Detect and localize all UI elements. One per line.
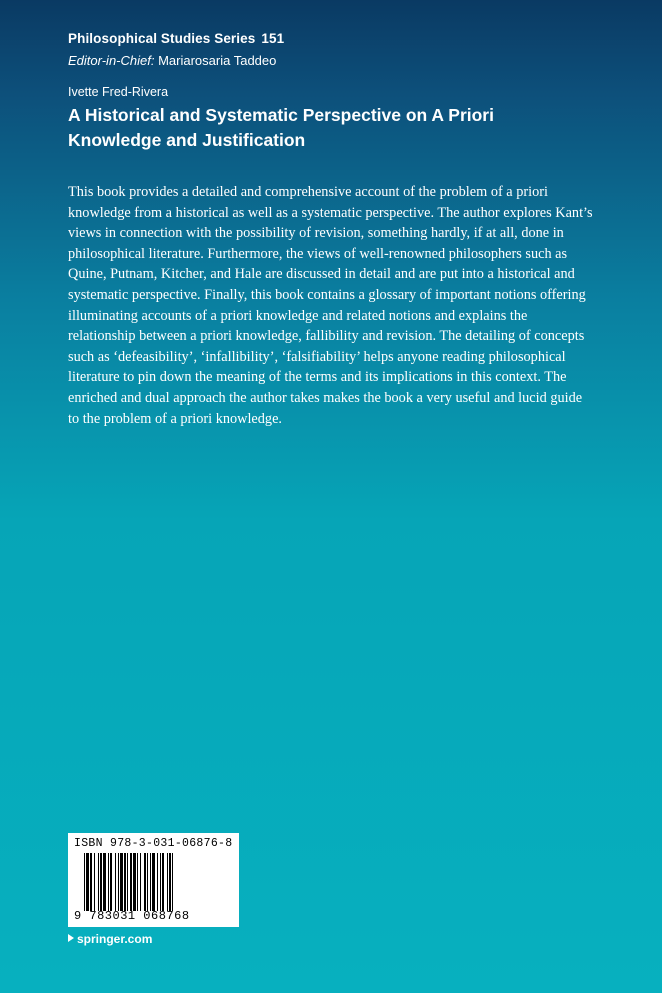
publisher-link[interactable]: [68, 932, 152, 946]
editor-line: [68, 53, 276, 68]
book-description: This book provides a detailed and comprehensive account of the problem of a priori knowledge from a historical as well as a systematic perspective. The author explores Kant’s views in connection with the possibility of revision, something hardly, if at all, done in philosophical literature. Furthermore, the views of well-renowned philosophers such as Quine, Putnam, Kitcher, and Hale are discussed in detail and are put into a historical and systematic perspective. Finally, this book contains a glossary of important notions offering illuminating accounts of a priori knowledge and related notions and explains the relationship between a priori knowledge, fallibility and revision. The detailing of concepts such as ‘defeasibility’, ‘infallibility’, ‘falsifiability’ helps anyone reading philosophical literature to pin down the meaning of the terms and its implications in this context. The enriched and dual approach the author takes makes the book a very useful and lucid guide to the problem of a priori knowledge.: [68, 184, 593, 427]
barcode-bars: [84, 853, 230, 911]
book-title: A Historical and Systematic Perspective on A Priori Knowledge and Justification: [68, 105, 494, 150]
isbn-barcode: [68, 833, 239, 927]
author-name: Ivette Fred-Rivera: [68, 85, 169, 99]
series-line: [68, 31, 284, 46]
barcode-digits: 9 783031 068768: [74, 909, 190, 923]
editor-label: Editor-in-Chief:: [68, 53, 155, 68]
editor-name: Mariarosaria Taddeo: [158, 53, 277, 68]
arrow-right-icon: [68, 934, 74, 942]
isbn-label: ISBN 978-3-031-06876-8: [74, 837, 233, 850]
publisher-link-text: springer.com: [77, 932, 153, 946]
series-number: 151: [261, 31, 285, 46]
barcode-bar: [173, 853, 176, 911]
series-name: Philosophical Studies Series: [68, 31, 256, 46]
